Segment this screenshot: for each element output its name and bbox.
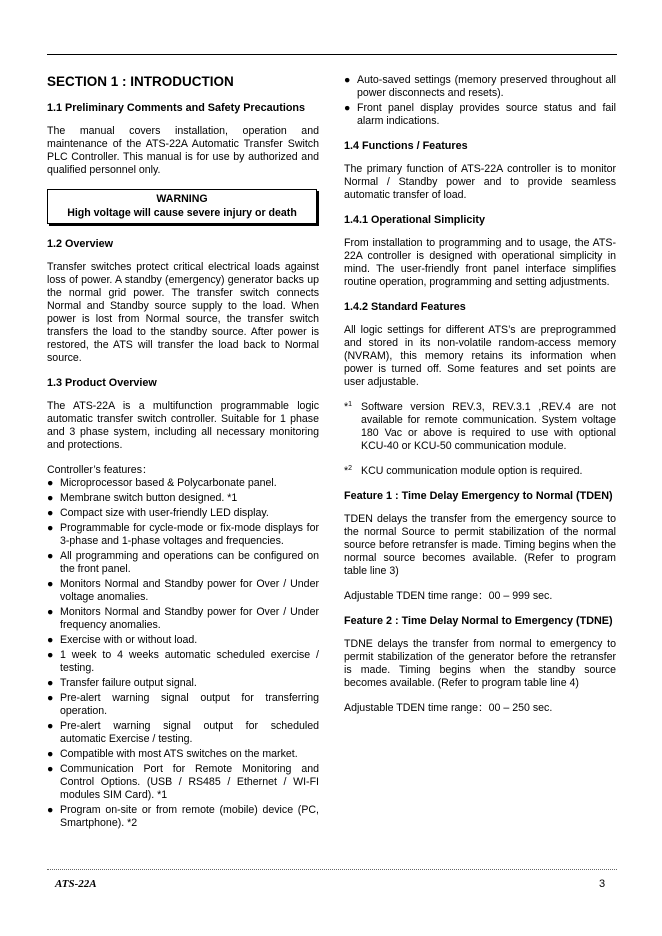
para-1-4-1: From installation to programming and to usage, the ATS-22A controller is designed with operational simplicity in mind. The user-friendly front panel interface simplifies routine operation, programming and setting adjustments. [344, 237, 616, 288]
list-item: ● Programmable for cycle-mode or fix-mode displays for 3-phase and 1-phase voltages and frequencies. [47, 522, 319, 547]
feature-2-range: Adjustable TDEN time range：00 – 250 sec. [344, 702, 553, 714]
bullet-icon: ● [344, 74, 351, 86]
bullet-icon: ● [47, 748, 54, 760]
footnote-2: *$^2$ KCU communication module option is required. [344, 465, 583, 477]
left-column [47, 74, 319, 842]
list-item: ● Program on-site or from remote (mobile) device (PC, Smartphone). *2 [47, 804, 319, 829]
section-title: SECTION 1 : INTRODUCTION [47, 74, 234, 89]
para-feature-1: TDEN delays the transfer from the emergency source to the normal Source to permit stabilization of the normal source before retransfer is made. Timing begins when the normal source becomes available. (Refer to program table line 3) [344, 513, 616, 577]
bullet-icon: ● [47, 720, 54, 732]
list-item: ● Membrane switch button designed. *1 [47, 492, 238, 504]
para-1-3: The ATS-22A is a multifunction programmable logic automatic transfer switch controller. Suitable for 1 phase and 3 phase system, including all necessary monitoring and protections. [47, 400, 319, 451]
heading-1-2: 1.2 Overview [47, 238, 114, 250]
bullet-icon: ● [47, 634, 54, 646]
warning-box [47, 189, 317, 224]
para-1-1: The manual covers installation, operation and maintenance of the ATS-22A Automatic Transfer Switch PLC Controller. This manual is for use by authorized and qualified personnel only. [47, 125, 319, 176]
bullet-icon: ● [47, 550, 54, 562]
warning-title: WARNING [156, 193, 208, 205]
list-item: ● 1 week to 4 weeks automatic scheduled exercise / testing. [47, 649, 319, 674]
list-item: ● Transfer failure output signal. [47, 677, 197, 689]
heading-feature-2: Feature 2 : Time Delay Normal to Emergency (TDNE) [344, 615, 613, 627]
list-item: ● Front panel display provides source status and fail alarm indications. [344, 102, 616, 127]
bullet-icon: ● [47, 763, 54, 775]
right-column [344, 74, 616, 727]
list-item: ● Pre-alert warning signal output for scheduled automatic Exercise / testing. [47, 720, 319, 745]
header-rule [47, 54, 617, 55]
bullet-icon: ● [344, 102, 351, 114]
list-item: ● Exercise with or without load. [47, 634, 198, 646]
warning-text: High voltage will cause severe injury or death [67, 207, 297, 219]
bullet-icon: ● [47, 692, 54, 704]
features-intro: Controller’s features： [47, 464, 153, 476]
list-item: ● All programming and operations can be configured on the front panel. [47, 550, 319, 575]
page-number: 3 [599, 878, 606, 890]
list-item: ● Monitors Normal and Standby power for Over / Under frequency anomalies. [47, 606, 319, 631]
para-1-4: The primary function of ATS-22A controller is to monitor Normal / Standby power and to provide seamless automatic transfer of load. [344, 163, 616, 201]
list-item: ● Compatible with most ATS switches on the market. [47, 748, 298, 760]
bullet-icon: ● [47, 578, 54, 590]
bullet-icon: ● [47, 804, 54, 816]
bullet-icon: ● [47, 677, 54, 689]
heading-1-4-2: 1.4.2 Standard Features [344, 301, 466, 313]
footer-rule [47, 869, 617, 870]
list-item: ● Microprocessor based & Polycarbonate panel. [47, 477, 277, 489]
list-item: ● Pre-alert warning signal output for transferring operation. [47, 692, 319, 717]
list-item: ● Compact size with user-friendly LED display. [47, 507, 269, 519]
heading-feature-1: Feature 1 : Time Delay Emergency to Normal (TDEN) [344, 490, 613, 502]
para-1-4-2: All logic settings for different ATS’s are preprogrammed and stored in its non-volatile random-access memory (NVRAM), this memory retains its information when power is turned off. Some features and set points are user adjustable. [344, 324, 616, 388]
heading-1-4: 1.4 Functions / Features [344, 140, 468, 152]
bullet-icon: ● [47, 507, 54, 519]
bullet-icon: ● [47, 492, 54, 504]
footer-model: ATS-22A [55, 878, 97, 890]
bullet-icon: ● [47, 477, 54, 489]
feature-1-range: Adjustable TDEN time range：00 – 999 sec. [344, 590, 553, 602]
list-item: ● Monitors Normal and Standby power for Over / Under voltage anomalies. [47, 578, 319, 603]
para-1-2: Transfer switches protect critical electrical loads against loss of power. A standby (emergency) generator backs up the normal grid power. The transfer switch connects Normal and Standby source supply to the load. When power is lost from Normal source, the transfer switch transfers the load to the standby source. After power is restored, the ATS will transfer the load back to Normal source. [47, 261, 319, 364]
bullet-icon: ● [47, 649, 54, 661]
bullet-icon: ● [47, 606, 54, 618]
heading-1-4-1: 1.4.1 Operational Simplicity [344, 214, 486, 226]
list-item: ● Communication Port for Remote Monitoring and Control Options. (USB / RS485 / Ethernet / WI-FI modules SIM Card). *1 [47, 763, 319, 801]
bullet-icon: ● [47, 522, 54, 534]
list-item: ● Auto-saved settings (memory preserved throughout all power disconnects and resets). [344, 74, 616, 99]
para-feature-2: TDNE delays the transfer from normal to emergency to permit stabilization of the generator before the retransfer is made. Timing begins when the standby source becomes available. (Refer to program table line 4) [344, 638, 616, 689]
features-list [47, 477, 319, 830]
heading-1-1: 1.1 Preliminary Comments and Safety Precautions [47, 102, 306, 114]
footnote-1: *$^1$ Software version REV.3, REV.3.1 ,REV.4 are not available for remote communication. System voltage 180 Vac or above is required to use with optional KCU-40 or KCU-50 communication module. [344, 401, 616, 452]
right-bullets [344, 74, 616, 128]
heading-1-3: 1.3 Product Overview [47, 377, 157, 389]
